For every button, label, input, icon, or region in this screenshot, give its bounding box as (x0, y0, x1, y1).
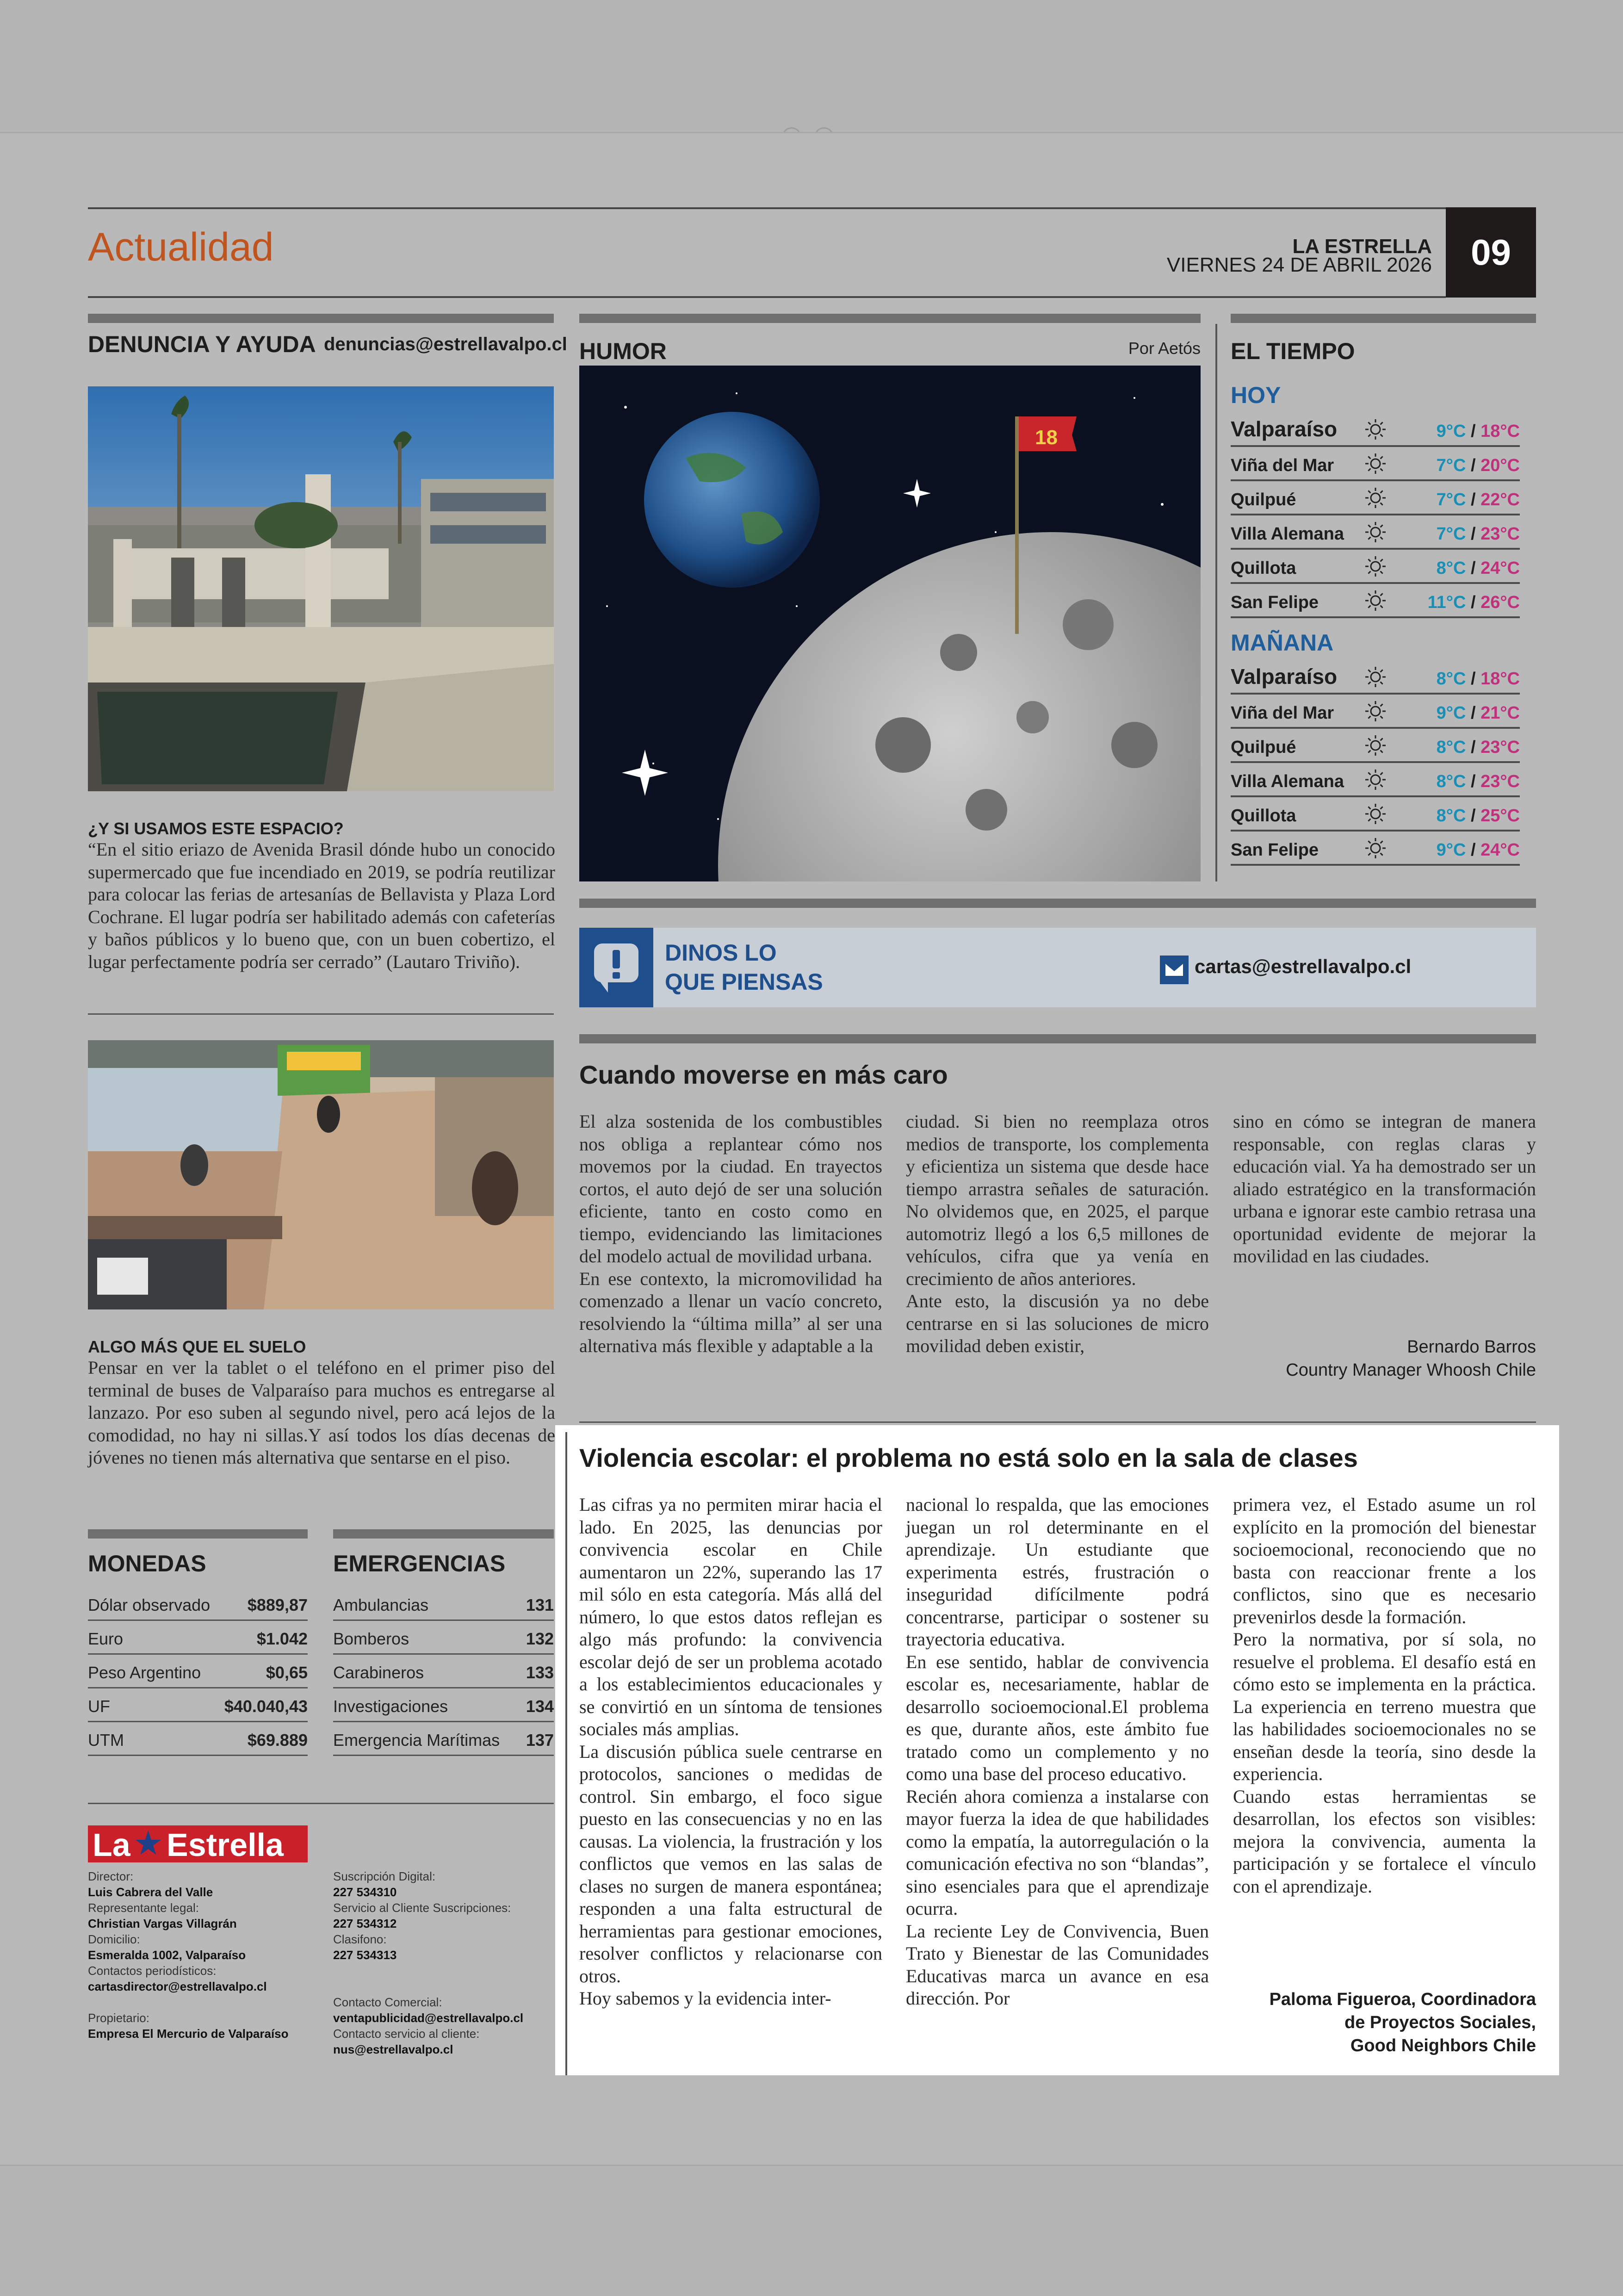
dinos-email[interactable]: cartas@estrellavalpo.cl (1195, 956, 1412, 977)
staff-left (88, 1868, 319, 2042)
weather-temps: 8°C / 23°C (1436, 738, 1520, 757)
weather-row (1231, 516, 1520, 550)
sun-icon (1363, 519, 1388, 545)
staff-right (333, 1868, 555, 2057)
photo-vacant-lot (88, 386, 554, 791)
denuncia-item1-text: “En el sitio eriazo de Avenida Brasil dónde hubo un conocido supermercado que fue incendiado en 2019, se podría reutilizar para colocar las ferias de artesanías de Bellavista y Plaza Lord Cochrane. El lugar podría ser habilitado además con cafeterías y baños públicos y lo bueno que, con un buen cobertizo, el lugar perfectamente podría ser cerrado” (Lautaro Triviño). (88, 839, 555, 972)
sun-icon (1363, 553, 1388, 579)
emergencias-label: Investigaciones (333, 1697, 448, 1716)
weather-city: San Felipe (1231, 840, 1319, 860)
weather-city: Quilpué (1231, 738, 1296, 757)
dinos-top-rule (579, 899, 1536, 908)
weather-city: Viña del Mar (1231, 703, 1334, 723)
emergencias-row (333, 1688, 554, 1722)
monedas-title: MONEDAS (88, 1551, 206, 1576)
contactos-email[interactable]: cartasdirector@estrellavalpo.cl (88, 1980, 267, 1993)
domicilio-label: Domicilio: (88, 1932, 140, 1946)
temp-min: 7°C (1436, 490, 1466, 509)
monedas-value: $40.040,43 (224, 1697, 308, 1716)
monedas-value: $889,87 (247, 1595, 308, 1614)
temp-max: 21°C (1481, 703, 1520, 723)
letter2-title: Violencia escolar: el problema no está solo en la sala de clases (579, 1443, 1358, 1472)
sun-icon (1363, 485, 1388, 511)
monedas-value: $69.889 (247, 1731, 308, 1750)
letter1-bottom-rule (579, 1421, 1536, 1423)
logo-estrella: Estrella (167, 1827, 284, 1863)
denuncia-email[interactable]: denuncias@estrellavalpo.cl (324, 334, 567, 354)
letter1-top-rule (579, 1034, 1536, 1043)
letter2-author-line1: Paloma Figueroa, Coordinadora (1269, 1990, 1536, 2009)
sun-icon (1363, 416, 1388, 442)
logo-star-icon: ★ (133, 1824, 163, 1862)
letter1-col2: ciudad. Si bien no reemplaza otros medios de transporte, los complementa y eficientiza un sistema que desde hace tiempo arrastra señales de saturación. No olvidemos que, en 2025, el parque automotriz llegó a los 6,5 millones de vehículos, cifra que ya venía en crecimiento de años anteriores. Ante esto, la discusión ya no debe centrarse en si las soluciones de micro movilidad deben existir, (906, 1111, 1209, 1356)
emergencias-value: 131 (526, 1595, 554, 1614)
sun-icon (1363, 801, 1388, 827)
temp-max: 23°C (1481, 524, 1520, 544)
weather-row (1231, 695, 1520, 729)
weather-city: Quillota (1231, 558, 1296, 578)
page-number: 09 (1446, 207, 1536, 298)
emergencias-top-rule (333, 1529, 554, 1539)
weather-city: Quilpué (1231, 490, 1296, 509)
propietario: Empresa El Mercurio de Valparaíso (88, 2027, 289, 2041)
emergencias-label: Carabineros (333, 1663, 424, 1682)
weather-city: Villa Alemana (1231, 772, 1344, 791)
emergencias-row (333, 1587, 554, 1621)
temp-min: 8°C (1436, 806, 1466, 825)
monedas-row (88, 1722, 308, 1756)
letter2-col3: primera vez, el Estado asume un rol explícito en la promoción del bienestar socioemocional, reconociendo que no basta con reaccionar frente a los conflictos, sino que es necesario prevenirlos desde la formación. Pero la normativa, por sí sola, no resuelve el problema. El desafío está en cómo esto se implementa en la práctica. La experiencia en terreno muestra que las habilidades socioemocionales no se enseñan desde la teoría, sino desde la experiencia. Cuando estas herramientas se desarrollan, los efectos son visibles: mejora la convivencia, aumenta la participación y se fortalece el vínculo con el aprendizaje. (1233, 1494, 1536, 1897)
flag-number: 18 (1035, 426, 1058, 449)
weather-temps: 9°C / 24°C (1436, 840, 1520, 860)
sun-icon (1363, 732, 1388, 758)
temp-max: 23°C (1481, 772, 1520, 791)
emergencias-label: Bomberos (333, 1629, 409, 1648)
temp-min: 8°C (1436, 738, 1466, 757)
temp-min: 7°C (1436, 524, 1466, 544)
emergencias-value: 132 (526, 1629, 554, 1648)
weather-city: Valparaíso (1231, 417, 1338, 441)
temp-min: 9°C (1436, 840, 1466, 860)
weather-temps: 9°C / 21°C (1436, 703, 1520, 723)
sun-icon (1363, 588, 1388, 614)
monedas-value: $0,65 (266, 1663, 308, 1682)
temp-min: 11°C (1427, 593, 1466, 612)
weather-city: Quillota (1231, 806, 1296, 825)
denuncia-separator (88, 1013, 554, 1015)
weather-temps: 11°C / 26°C (1427, 593, 1520, 612)
letter2-col2: nacional lo respalda, que las emociones juegan un rol determinante en el aprendizaje. Un estudiante que experimenta estrés, frustración o inseguridad difícilmente podrá concentrarse, participar o sostener su trayectoria educativa. En ese sentido, hablar de convivencia escolar es, necesariamente, hablar de desarrollo socioemocional.El problema es que, durante años, este ámbito fue tratado como un complemento y no como una base del proceso educativo. Recién ahora comienza a instalarse con mayor fuerza la idea de que habilidades como la empatía, la autorregulación o la comunicación efectiva no son “blandas”, sino esenciales para que el aprendizaje ocurra. La reciente Ley de Convivencia, Buen Trato y Bienestar de las Comunidades Educativas marca un avance en esa dirección. Por (906, 1494, 1209, 2009)
weather-row (1231, 482, 1520, 515)
weather-temps: 8°C / 18°C (1436, 669, 1520, 689)
monedas-top-rule (88, 1529, 308, 1539)
mail-icon (1160, 956, 1189, 984)
temp-max: 24°C (1481, 558, 1520, 578)
comercial-label: Contacto Comercial: (333, 1995, 442, 2009)
weather-temps: 8°C / 24°C (1436, 558, 1520, 578)
cliente-email[interactable]: nus@estrellavalpo.cl (333, 2042, 453, 2056)
weather-temps: 8°C / 23°C (1436, 772, 1520, 791)
emergencias-value: 133 (526, 1663, 554, 1682)
humor-author: Por Aetós (1128, 339, 1201, 358)
letter2-left-rule (565, 1432, 567, 2075)
monedas-row (88, 1655, 308, 1688)
denuncia-title: DENUNCIA Y AYUDA (88, 331, 316, 357)
director-name: Luis Cabrera del Valle (88, 1885, 213, 1899)
temp-max: 23°C (1481, 738, 1520, 757)
clasifono-phone: 227 534313 (333, 1948, 397, 1962)
sun-icon (1363, 767, 1388, 793)
letter1-author-role: Country Manager Whoosh Chile (1286, 1360, 1536, 1380)
letter2-author-line3: Good Neighbors Chile (1350, 2036, 1536, 2055)
director-label: Director: (88, 1869, 134, 1883)
letter1-col1: El alza sostenida de los combustibles nos obliga a replantear cómo nos movemos por la ciudad. En trayectos cortos, el auto dejó de ser una solución eficiente, tanto en costo como en tiempo, evidenciando las limitaciones del modelo actual de movilidad urbana. En ese contexto, la micromovilidad ha comenzado a llenar un vacío concreto, resolviendo la “última milla” al ser una alternativa más flexible y adaptable a la (579, 1111, 882, 1356)
rep-name: Christian Vargas Villagrán (88, 1917, 237, 1930)
sun-icon (1363, 664, 1388, 690)
section-title: Actualidad (88, 225, 274, 269)
sun-icon (1363, 698, 1388, 724)
header-top-rule (88, 207, 1446, 209)
temp-min: 8°C (1436, 669, 1466, 689)
dinos-line1: DINOS LO (665, 940, 777, 966)
sun-icon (1363, 451, 1388, 477)
weather-today-label: HOY (1231, 382, 1281, 408)
rep-label: Representante legal: (88, 1901, 199, 1915)
denuncia-item2-text: Pensar en ver la tablet o el teléfono en el primer piso del terminal de buses de Valparaíso para muchos es entregarse al lanzazo. Por eso suben al segundo nivel, pero acá lejos de la comodidad, no hay ni sillas.Y así todos los días decenas de jóvenes no tienen más alternativa que sentarse en el piso. (88, 1357, 555, 1468)
weather-title: EL TIEMPO (1231, 338, 1355, 364)
dinos-alert-icon (579, 928, 653, 1007)
weather-row (1231, 832, 1520, 866)
letter1-col3: sino en cómo se integran de manera responsable, con reglas claras y educación vial. Ya ha demostrado ser un aliado estratégico en la transformación urbana e ignorar este cambio retrasa una oportunidad evidente de mejorar la movilidad en las ciudades. (1233, 1111, 1536, 1266)
photo-bus-terminal (88, 1040, 554, 1309)
header-bottom-rule (88, 296, 1446, 298)
weather-city: Villa Alemana (1231, 524, 1344, 544)
temp-max: 20°C (1481, 456, 1520, 475)
vertical-divider (1215, 324, 1217, 881)
temp-min: 8°C (1436, 558, 1466, 578)
logo-la: La (93, 1827, 130, 1863)
monedas-label: Euro (88, 1629, 124, 1648)
weather-row (1231, 407, 1520, 447)
denuncia-item1-kicker: ¿Y SI USAMOS ESTE ESPACIO? (88, 819, 344, 838)
weather-city: San Felipe (1231, 593, 1319, 612)
temp-min: 9°C (1436, 422, 1466, 441)
weather-row (1231, 551, 1520, 584)
cartoon-moon-flag (579, 366, 1201, 881)
contactos-label: Contactos periodísticos: (88, 1964, 217, 1978)
sun-icon (1363, 835, 1388, 861)
col1-top-rule (88, 314, 554, 323)
monedas-value: $1.042 (256, 1629, 308, 1648)
weather-temps: 7°C / 22°C (1436, 490, 1520, 509)
domicilio: Esmeralda 1002, Valparaíso (88, 1948, 246, 1962)
humor-title: HUMOR (579, 338, 667, 364)
issue-date: VIERNES 24 DE ABRIL 2026 (1166, 254, 1432, 276)
la-estrella-logo (88, 1825, 308, 1862)
propietario-label: Propietario: (88, 2011, 149, 2025)
cliente-label: Contacto servicio al cliente: (333, 2027, 480, 2041)
weather-temps: 7°C / 23°C (1436, 524, 1520, 544)
temp-max: 26°C (1481, 593, 1520, 612)
temp-max: 24°C (1481, 840, 1520, 860)
letter2-author-line2: de Proyectos Sociales, (1344, 2013, 1536, 2032)
dinos-banner (579, 928, 1536, 1007)
monedas-row (88, 1688, 308, 1722)
weather-temps: 7°C / 20°C (1436, 456, 1520, 475)
monedas-row (88, 1621, 308, 1655)
weather-row (1231, 585, 1520, 618)
temp-min: 7°C (1436, 456, 1466, 475)
weather-city: Viña del Mar (1231, 456, 1334, 475)
temp-min: 9°C (1436, 703, 1466, 723)
weather-city: Valparaíso (1231, 664, 1338, 689)
weather-row (1231, 655, 1520, 695)
letter1-author-name: Bernardo Barros (1407, 1337, 1536, 1357)
weather-temps: 9°C / 18°C (1436, 422, 1520, 441)
temp-min: 8°C (1436, 772, 1466, 791)
letter1-title: Cuando moverse en más caro (579, 1060, 948, 1089)
col3-top-rule (1231, 314, 1536, 323)
monedas-label: UF (88, 1697, 110, 1716)
emergencias-label: Ambulancias (333, 1595, 429, 1614)
monedas-label: Peso Argentino (88, 1663, 201, 1682)
emergencias-label: Emergencia Marítimas (333, 1731, 500, 1750)
temp-max: 18°C (1481, 669, 1520, 689)
suscripcion-label: Suscripción Digital: (333, 1869, 436, 1883)
letter2-col1: Las cifras ya no permiten mirar hacia el lado. En 2025, las denuncias por convivencia escolar en Chile aumentaron un 22%, superando las 17 mil sólo en esta categoría. Más allá del número, lo que estos datos reflejan es algo más profundo: la convivencia escolar dejó de ser un problema acotado a los establecimientos educacionales y se convirtió en un síntoma de tensiones sociales más amplias. La discusión pública suele centrarse en protocolos, sanciones o medidas de control. Sin embargo, el foco sigue puesto en las consecuencias y no en las causas. La violencia, la frustración y los conflictos que vemos en las salas de clases no surgen de manera espontánea; responden a una falta estructural de herramientas para gestionar emociones, resolver conflictos y relacionarse con otros. Hoy sabemos y la evidencia inter- (579, 1494, 882, 2009)
temp-max: 25°C (1481, 806, 1520, 825)
suscripcion-phone: 227 534310 (333, 1885, 397, 1899)
emergencias-row (333, 1722, 554, 1756)
weather-temps: 8°C / 25°C (1436, 806, 1520, 825)
emergencias-title: EMERGENCIAS (333, 1551, 506, 1576)
staff-top-rule (88, 1803, 554, 1804)
temp-max: 22°C (1481, 490, 1520, 509)
emergencias-row (333, 1621, 554, 1655)
col2-top-rule (579, 314, 1201, 323)
temp-max: 18°C (1481, 422, 1520, 441)
viewer-top-bar (0, 0, 1623, 132)
comercial-email[interactable]: ventapublicidad@estrellavalpo.cl (333, 2011, 524, 2025)
monedas-row (88, 1587, 308, 1621)
emergencias-row (333, 1655, 554, 1688)
servicio-label: Servicio al Cliente Suscripciones: (333, 1901, 511, 1915)
monedas-label: UTM (88, 1731, 124, 1750)
dinos-line2: QUE PIENSAS (665, 969, 823, 995)
weather-row (1231, 730, 1520, 763)
emergencias-value: 134 (526, 1697, 554, 1716)
emergencias-value: 137 (526, 1731, 554, 1750)
servicio-phone: 227 534312 (333, 1917, 397, 1930)
weather-row (1231, 448, 1520, 481)
weather-row (1231, 798, 1520, 832)
weather-tomorrow-label: MAÑANA (1231, 630, 1334, 656)
publication-name: LA ESTRELLA (1292, 235, 1432, 258)
clasifono-label: Clasifono: (333, 1932, 387, 1946)
denuncia-item2-kicker: ALGO MÁS QUE EL SUELO (88, 1337, 306, 1356)
monedas-label: Dólar observado (88, 1595, 211, 1614)
weather-row (1231, 764, 1520, 797)
